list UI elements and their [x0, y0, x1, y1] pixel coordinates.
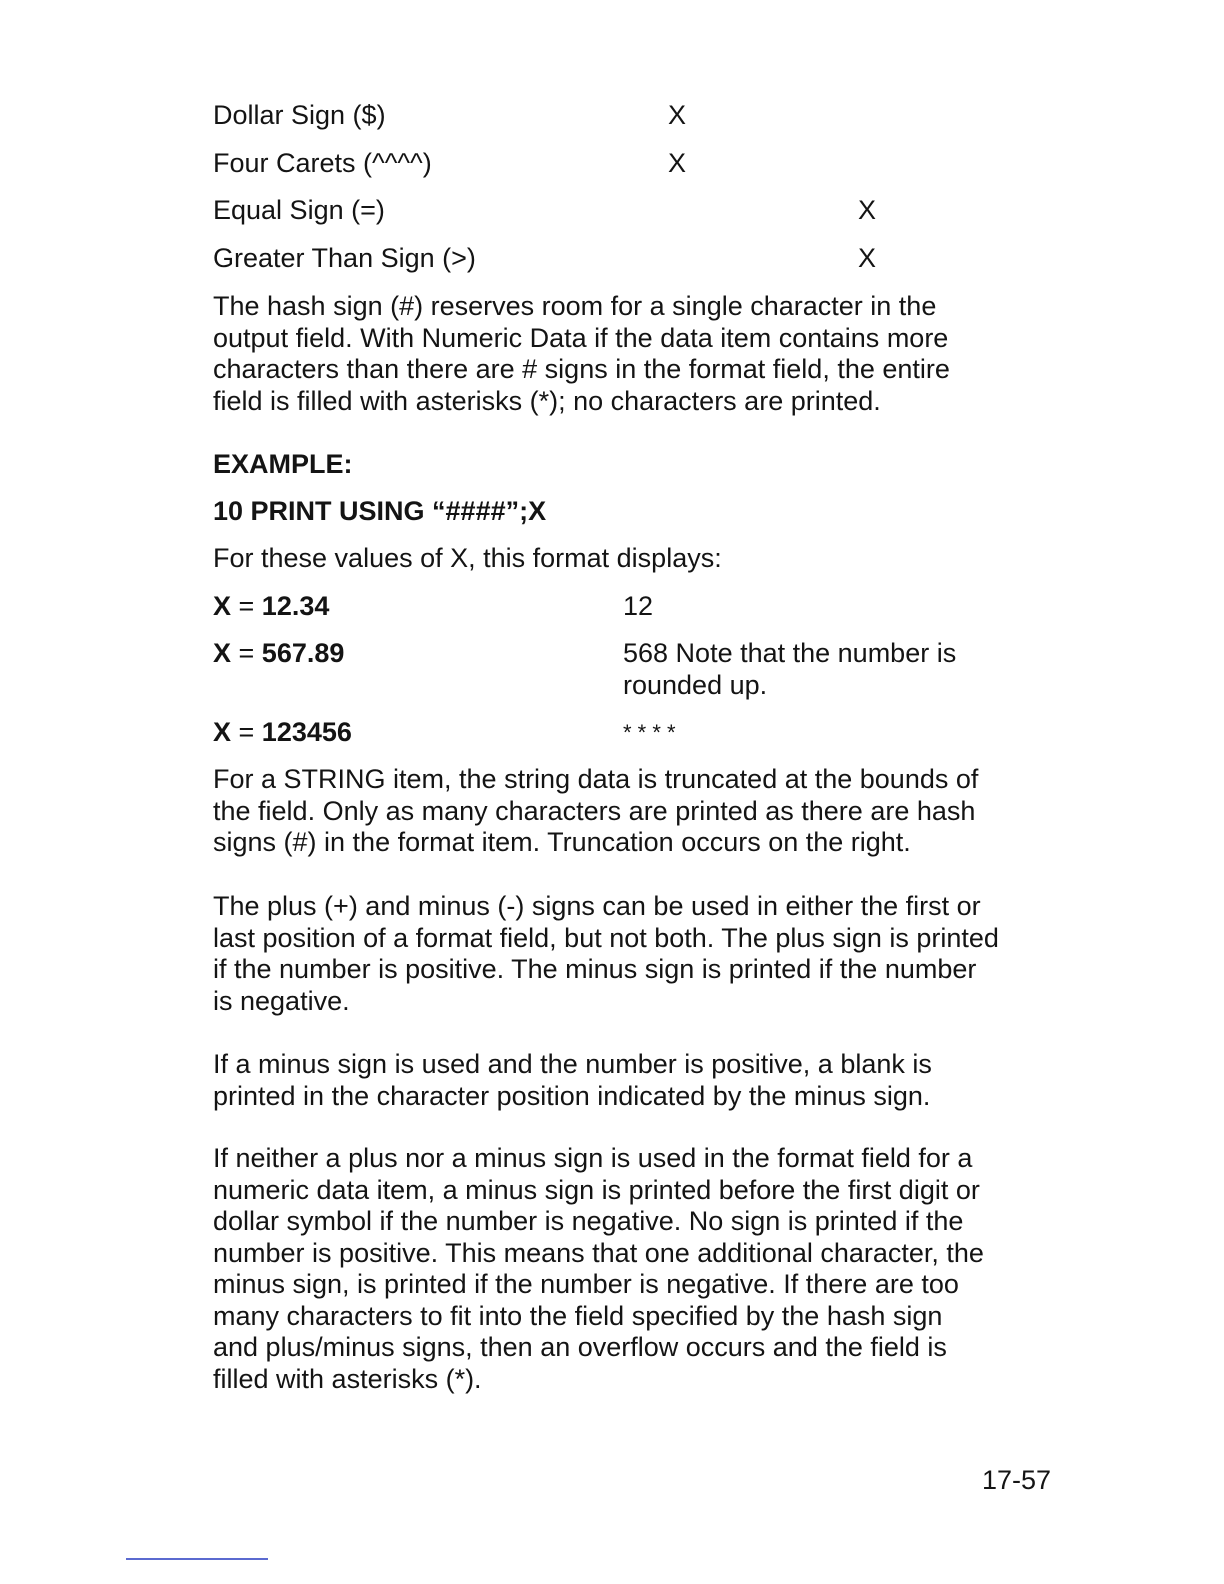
example-input [213, 638, 344, 670]
paragraph-line: If a minus sign is used and the number is positive, a blank is [213, 1049, 932, 1079]
paragraph-line: For a STRING item, the string data is truncated at the bounds of [213, 764, 979, 794]
minus-blank-paragraph [213, 1049, 1063, 1112]
example-result: * * * * [623, 720, 676, 745]
example-value: 12.34 [261, 591, 330, 621]
paragraph-line: and plus/minus signs, then an overflow occurs and the field is [213, 1332, 947, 1362]
scan-edge-rule [126, 1558, 268, 1560]
example-value: 567.89 [261, 638, 345, 668]
example-result-continued: rounded up. [623, 670, 768, 700]
example-var: X [213, 717, 232, 747]
paragraph-line: If neither a plus nor a minus sign is used in the format field for a [213, 1143, 973, 1173]
paragraph-line: the field. Only as many characters are printed as there are hash [213, 795, 976, 826]
paragraph-line: characters than there are # signs in the format field, the entire [213, 354, 950, 384]
paragraph-line: many characters to fit into the field specified by the hash sign [213, 1300, 943, 1331]
example-input [213, 717, 352, 749]
example-equals: = [231, 717, 262, 747]
string-item-paragraph [213, 764, 1063, 859]
example-equals: = [231, 591, 262, 621]
paragraph-line: output field. With Numeric Data if the data item contains more [213, 322, 949, 353]
paragraph-line: numeric data item, a minus sign is printed before the first digit or [213, 1174, 980, 1205]
paragraph-line: if the number is positive. The minus sign is printed if the number [213, 954, 977, 984]
example-intro: For these values of X, this format displays: [213, 543, 722, 573]
paragraph-line: The plus (+) and minus (-) signs can be used in either the first or [213, 891, 981, 921]
example-result: 12 [623, 591, 654, 621]
example-equals: = [231, 638, 262, 668]
example-heading: EXAMPLE: [213, 449, 353, 479]
plus-minus-paragraph [213, 891, 1063, 1017]
example-var: X [213, 591, 232, 621]
example-input [213, 591, 329, 623]
example-result: 568 Note that the number is [623, 638, 957, 668]
table-row-mark: X [858, 195, 877, 225]
example-var: X [213, 638, 232, 668]
paragraph-line: number is positive. This means that one additional character, the [213, 1237, 984, 1268]
paragraph-line: dollar symbol if the number is negative. No sign is printed if the [213, 1206, 964, 1236]
table-row-label: Equal Sign (=) [213, 195, 385, 225]
table-row-label: Greater Than Sign (>) [213, 243, 476, 273]
example-code: 10 PRINT USING “####”;X [213, 496, 547, 526]
paragraph-line: signs (#) in the format item. Truncation occurs on the right. [213, 827, 911, 857]
paragraph-line: field is filled with asterisks (*); no characters are printed. [213, 385, 881, 416]
paragraph-line: filled with asterisks (*). [213, 1363, 482, 1394]
paragraph-line: minus sign, is printed if the number is negative. If there are too [213, 1269, 959, 1299]
paragraph-line: The hash sign (#) reserves room for a single character in the [213, 291, 937, 321]
table-row-label: Four Carets (^^^^) [213, 148, 432, 178]
table-row-mark: X [858, 243, 877, 273]
hash-sign-paragraph [213, 291, 1063, 417]
paragraph-line: is negative. [213, 985, 350, 1016]
table-row-mark: X [668, 148, 687, 178]
page-number: 17-57 [982, 1465, 1052, 1495]
example-value: 123456 [261, 717, 352, 747]
table-row-mark: X [668, 100, 687, 130]
paragraph-line: last position of a format field, but not both. The plus sign is printed [213, 922, 999, 953]
table-row-label: Dollar Sign ($) [213, 100, 386, 130]
no-sign-paragraph [213, 1143, 1063, 1395]
paragraph-line: printed in the character position indicated by the minus sign. [213, 1080, 931, 1111]
